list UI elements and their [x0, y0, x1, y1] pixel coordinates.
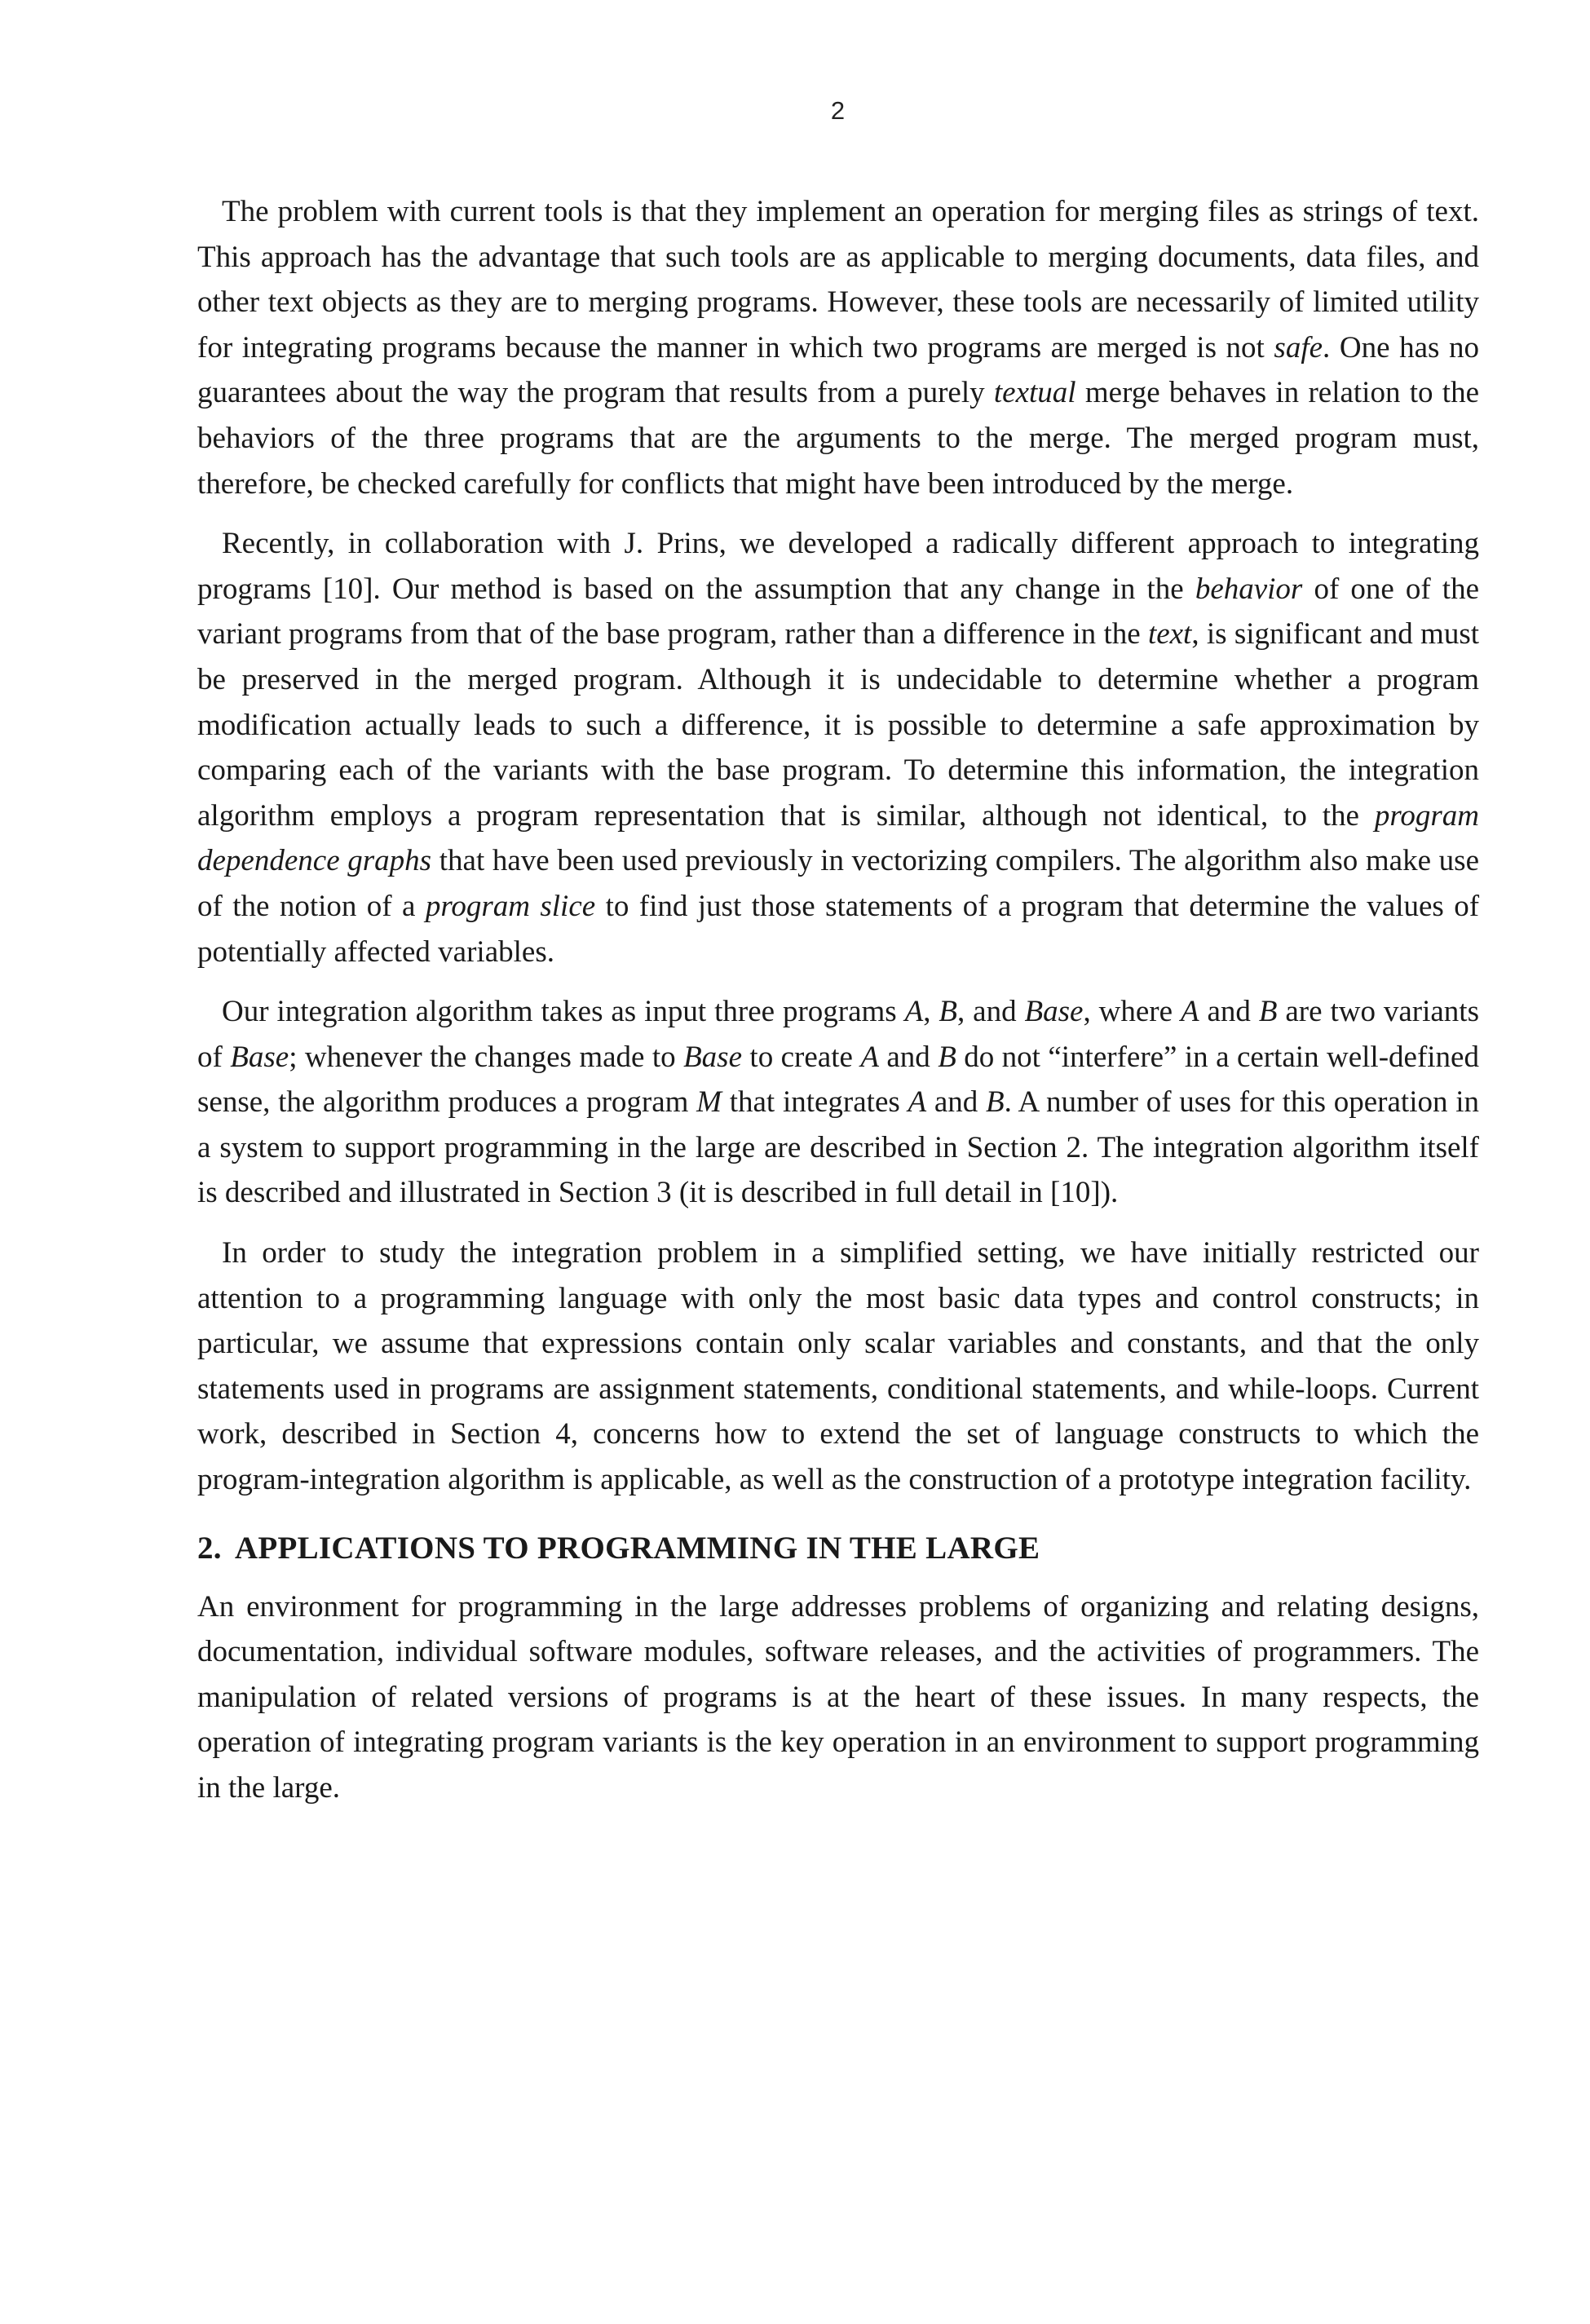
emphasis-run: B — [1258, 995, 1278, 1029]
text-run: and — [926, 1085, 986, 1120]
text-run: , and — [957, 995, 1025, 1029]
text-run: are two variants of — [197, 995, 1479, 1074]
emphasis-run: A — [904, 995, 924, 1029]
emphasis-run: Base — [1024, 995, 1084, 1029]
body-text — [197, 189, 1479, 1826]
emphasis-run: B — [939, 995, 958, 1029]
text-run: , — [923, 995, 939, 1029]
text-run: that have been used previously in vectorizing compilers. The algorithm also make use of the notion of a — [197, 844, 1479, 923]
text-run: Our integration algorithm takes as input three programs — [222, 995, 905, 1029]
text-run: to create — [742, 1040, 861, 1074]
emphasis-run: behavior — [1195, 572, 1303, 606]
section-heading — [197, 1526, 1479, 1571]
text-run: ; whenever the changes made to — [289, 1040, 684, 1074]
paragraph-algorithm-input — [197, 989, 1479, 1216]
page-number: 2 — [830, 96, 846, 125]
paragraph-simplified-setting — [197, 1230, 1479, 1503]
emphasis-run: B — [986, 1085, 1005, 1120]
emphasis-run: B — [938, 1040, 956, 1074]
emphasis-run: program slice — [425, 889, 596, 923]
paragraph-programming-in-large — [197, 1584, 1479, 1811]
text-run: . One has no guarantees about the way the program that results from a purely — [197, 330, 1479, 410]
emphasis-run: A — [1180, 995, 1199, 1029]
text-run: that integrates — [722, 1085, 908, 1120]
emphasis-run: A — [908, 1085, 927, 1120]
text-run: Recently, in collaboration with J. Prins, we developed a radically different approach to integrating programs [10]. Our method is based on the assumption that any change in the — [197, 527, 1479, 606]
text-run: merge behaves in relation to the behaviors of the three programs that are the arguments to the merge. The merged program must, therefore, be checked carefully for conflicts that might have been introduced by the merge. — [197, 376, 1480, 501]
text-run: and — [1199, 995, 1259, 1029]
text-run: , is significant and must be preserved in the merged program. Although it is undecidable to determine whether a program modification actually leads to such a difference, it is possible to determine a safe approximation by comparing each of the variants with the base program. To determine this information, the integration algorithm employs a program representation that is similar, although not identical, to the — [197, 617, 1479, 833]
emphasis-run: M — [696, 1085, 722, 1120]
emphasis-run: safe — [1274, 330, 1323, 365]
section-title: APPLICATIONS TO PROGRAMMING IN THE LARGE — [234, 1530, 1040, 1566]
text-run: of one of the variant programs from that of the base program, rather than a difference in the — [197, 572, 1479, 652]
text-run: In order to study the integration problem in a simplified setting, we have initially restricted our attention to a programming language with only the most basic data types and control constructs; in particular, we assume that expressions contain only scalar variables and constants, and that the only statements used in programs are assignment statements, conditional statements, and while-loops. Current work, described in Section 4, concerns how to extend the set of language constructs to which the program-integration algorithm is applicable, as well as the construction of a prototype integration facility. — [197, 1236, 1479, 1497]
paragraph-new-approach — [197, 521, 1479, 974]
text-run: do not “interfere” in a certain well-defined sense, the algorithm produces a program — [197, 1040, 1479, 1120]
emphasis-run: text — [1147, 617, 1192, 652]
section-number: 2. — [197, 1530, 222, 1566]
text-run: . A number of uses for this operation in a system to support programming in the large are described in Section 2. The integration algorithm itself is described and illustrated in Section 3 (it is described in full detail in [10]). — [197, 1085, 1479, 1210]
text-run: and — [878, 1040, 939, 1074]
text-run: The problem with current tools is that they implement an operation for merging files as strings of text. This approach has the advantage that such tools are as applicable to merging documents, data files, and other text objects as they are to merging programs. However, these tools are necessarily of limited utility for integrating programs because the manner in which two programs are merged is not — [197, 195, 1479, 365]
emphasis-run: textual — [993, 376, 1076, 410]
text-run: An environment for programming in the large addresses problems of organizing and relating designs, documentation, individual software modules, software releases, and the activities of programmers. The manipulation of related versions of programs is at the heart of these issues. In many respects, the operation of integrating program variants is the key operation in an environment to support programming in the large. — [197, 1589, 1479, 1805]
emphasis-run: program dependence graphs — [197, 798, 1479, 878]
emphasis-run: A — [860, 1040, 879, 1074]
paragraph-current-tools — [197, 189, 1479, 506]
emphasis-run: Base — [683, 1040, 742, 1074]
text-run: to find just those statements of a program that determine the values of potentially affected variables. — [197, 889, 1480, 969]
text-run: , where — [1083, 995, 1181, 1029]
emphasis-run: Base — [230, 1040, 289, 1074]
